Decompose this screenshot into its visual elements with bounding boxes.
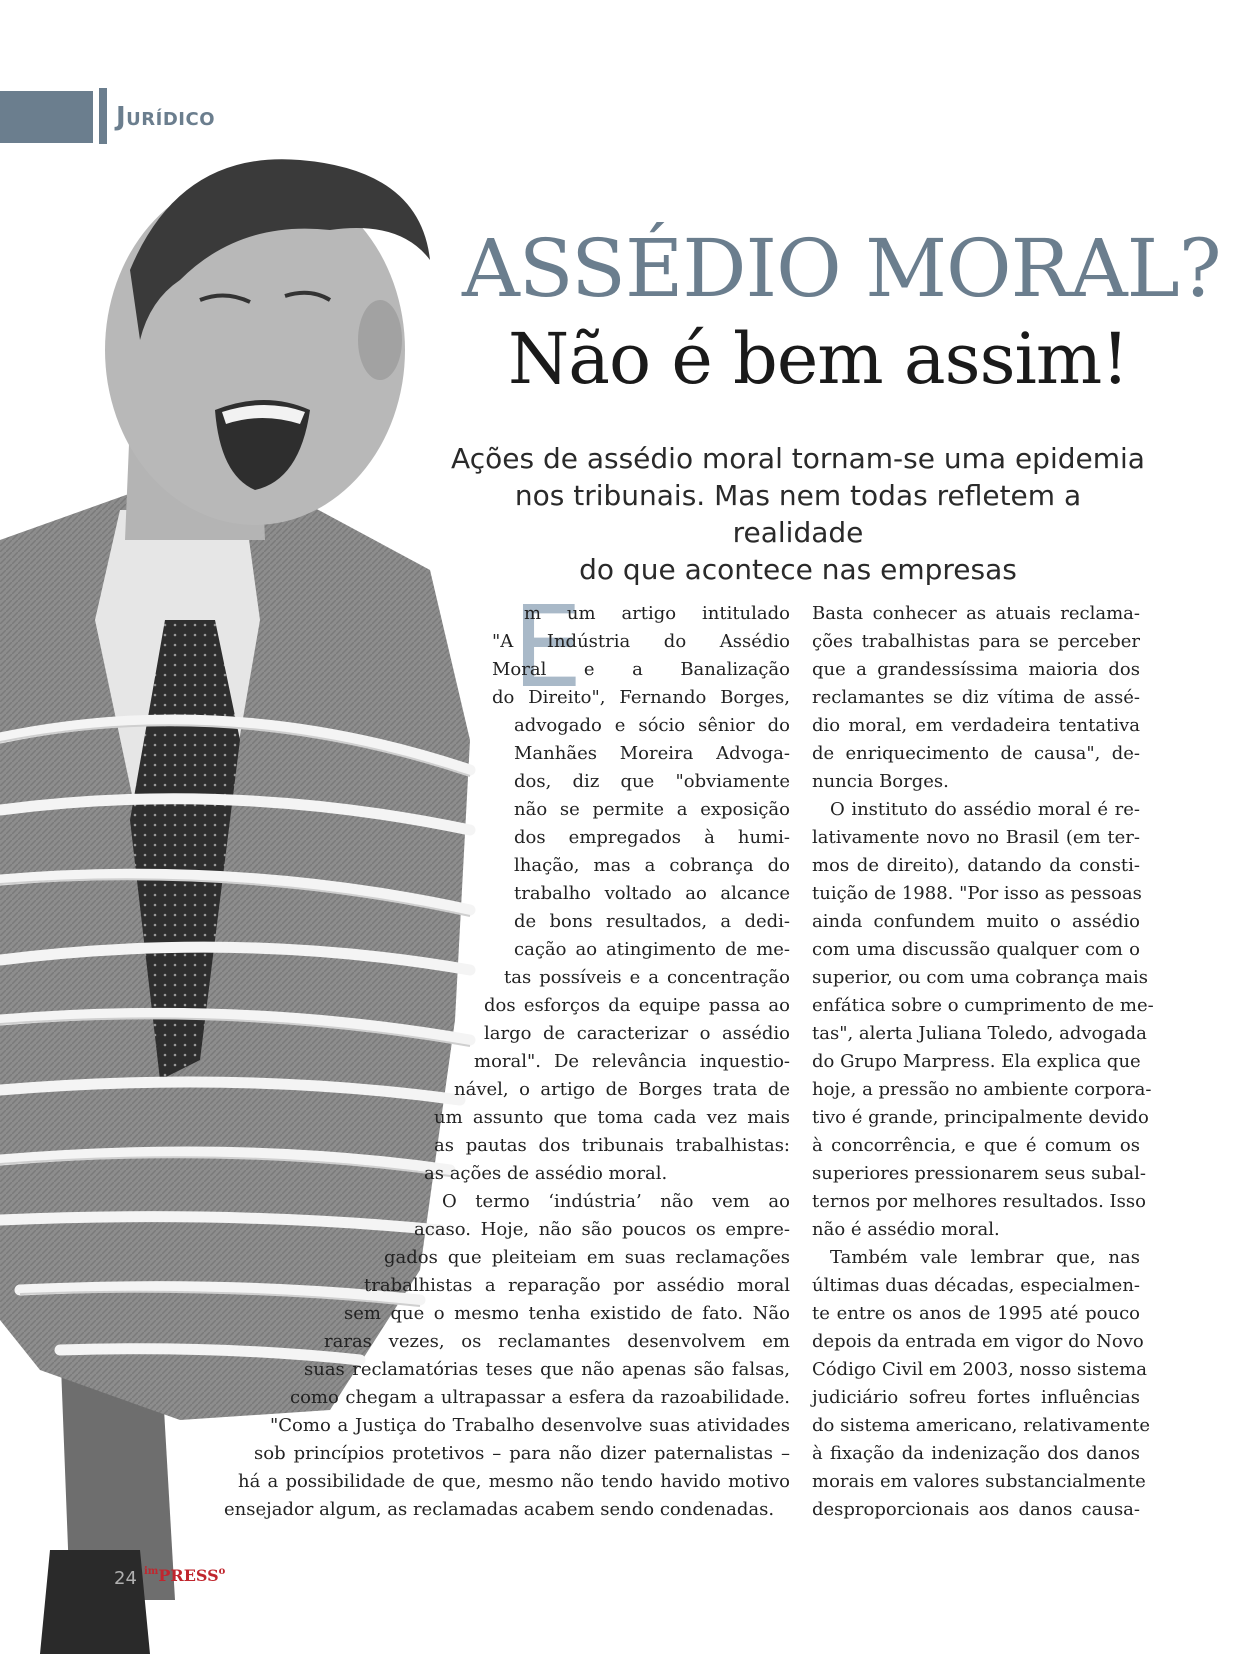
article-line: Basta conhecer as atuais reclama-: [812, 603, 1140, 624]
article-line: trabalho voltado ao alcance: [514, 883, 790, 904]
logo-prefix: im: [144, 1566, 159, 1577]
article-column-1: [224, 583, 790, 1524]
article-line: as ações de assédio moral.: [424, 1163, 668, 1184]
subtitle-line: do que acontece nas empresas: [579, 553, 1017, 586]
article-line: não é assédio moral.: [812, 1219, 1000, 1240]
article-line: O instituto do assédio moral é re-: [830, 799, 1140, 820]
article-line: à concorrência, e que é comum os: [812, 1135, 1140, 1156]
section-label: Jurídico: [116, 102, 215, 132]
logo-main: PRESS: [158, 1566, 219, 1585]
article-line: largo de caracterizar o assédio: [484, 1023, 790, 1044]
article-line: nuncia Borges.: [812, 771, 949, 792]
article-line: acaso. Hoje, não são poucos os empre-: [414, 1219, 790, 1240]
headline-question: ASSÉDIO MORAL?: [462, 222, 1221, 315]
article-line: do Grupo Marpress. Ela explica que: [812, 1051, 1141, 1072]
article-line: morais em valores substancialmente: [812, 1471, 1146, 1492]
subtitle-line: Ações de assédio moral tornam-se uma epidemia: [451, 442, 1145, 475]
article-line: à fixação da indenização dos danos: [812, 1443, 1140, 1464]
article-line: suas reclamatórias teses que não apenas são falsas,: [304, 1359, 790, 1380]
article-line: desproporcionais aos danos causa-: [812, 1499, 1140, 1520]
article-line: dos esforços da equipe passa ao: [484, 995, 790, 1016]
article-line: hoje, a pressão no ambiente corpora-: [812, 1079, 1152, 1100]
article-line: que a grandessíssima maioria dos: [812, 659, 1140, 680]
article-line: m um artigo intitulado: [524, 603, 790, 624]
article-line: te entre os anos de 1995 até pouco: [812, 1303, 1140, 1324]
article-line: Moral e a Banalização: [492, 659, 790, 680]
article-line: "A Indústria do Assédio: [492, 631, 790, 652]
article-line: sob princípios protetivos – para não dizer paternalistas –: [254, 1443, 790, 1464]
article-line: raras vezes, os reclamantes desenvolvem em: [324, 1331, 790, 1352]
article-line: as pautas dos tribunais trabalhistas:: [434, 1135, 790, 1156]
subtitle: [448, 440, 1148, 588]
headline-answer: Não é bem assim!: [508, 318, 1129, 400]
article-line: do sistema americano, relativamente: [812, 1415, 1151, 1436]
article-line: nável, o artigo de Borges trata de: [454, 1079, 790, 1100]
logo-suffix: o: [218, 1566, 226, 1577]
article-line: tuição de 1988. "Por isso as pessoas: [812, 883, 1142, 904]
article-line: enfática sobre o cumprimento de me-: [812, 995, 1154, 1016]
article-line: gados que pleiteiam em suas reclamações: [384, 1247, 790, 1268]
article-line: dio moral, em verdadeira tentativa: [812, 715, 1140, 736]
article-column-2: [812, 600, 1154, 1524]
article-line: lativamente novo no Brasil (em ter-: [812, 827, 1140, 848]
article-line: de enriquecimento de causa", de-: [812, 743, 1140, 764]
article-line: últimas duas décadas, especialmen-: [812, 1275, 1140, 1296]
subtitle-line: nos tribunais. Mas nem todas refletem a realidade: [514, 479, 1082, 549]
article-line: moral". De relevância inquestio-: [474, 1051, 790, 1072]
article-line: lhação, mas a cobrança do: [514, 855, 790, 876]
article-line: do Direito", Fernando Borges,: [492, 687, 790, 708]
article-line: cação ao atingimento de me-: [514, 939, 790, 960]
article-line: reclamantes se diz vítima de assé-: [812, 687, 1140, 708]
article-line: judiciário sofreu fortes influências: [812, 1387, 1140, 1408]
article-line: trabalhistas a reparação por assédio moral: [364, 1275, 790, 1296]
article-line: não se permite a exposição: [514, 799, 790, 820]
article-line: "Como a Justiça do Trabalho desenvolve suas atividades: [270, 1415, 790, 1436]
magazine-logo: [144, 1566, 225, 1585]
article-line: O termo ‘indústria’ não vem ao: [442, 1191, 790, 1212]
article-line: dos, diz que "obviamente: [514, 771, 790, 792]
article-line: dos empregados à humi-: [514, 827, 790, 848]
article-line: ções trabalhistas para se perceber: [812, 631, 1140, 652]
article-line: um assunto que toma cada vez mais: [434, 1107, 790, 1128]
article-line: tivo é grande, principalmente devido: [812, 1107, 1149, 1128]
article-line: tas", alerta Juliana Toledo, advogada: [812, 1023, 1147, 1044]
article-line: Também vale lembrar que, nas: [830, 1247, 1140, 1268]
article-line: Código Civil em 2003, nosso sistema: [812, 1359, 1147, 1380]
page-number: 24: [114, 1568, 137, 1589]
article-line: ternos por melhores resultados. Isso: [812, 1191, 1146, 1212]
article-line: superior, ou com uma cobrança mais: [812, 967, 1148, 988]
article-line: ensejador algum, as reclamadas acabem sendo condenadas.: [224, 1499, 775, 1520]
article-line: Manhães Moreira Advoga-: [514, 743, 790, 764]
article-line: advogado e sócio sênior do: [514, 715, 790, 736]
article-line: como chegam a ultrapassar a esfera da razoabilidade.: [290, 1387, 790, 1408]
article-line: de bons resultados, a dedi-: [514, 911, 790, 932]
article-line: tas possíveis e a concentração: [504, 967, 790, 988]
article-line: mos de direito), datando da consti-: [812, 855, 1140, 876]
article-line: sem que o mesmo tenha existido de fato. Não: [344, 1303, 790, 1324]
article-line: com uma discussão qualquer com o: [812, 939, 1140, 960]
article-line: ainda confundem muito o assédio: [812, 911, 1140, 932]
drop-cap: E: [512, 583, 583, 713]
article-line: há a possibilidade de que, mesmo não tendo havido motivo: [238, 1471, 790, 1492]
article-line: superiores pressionarem seus subal-: [812, 1163, 1147, 1184]
article-line: depois da entrada em vigor do Novo: [812, 1331, 1144, 1352]
